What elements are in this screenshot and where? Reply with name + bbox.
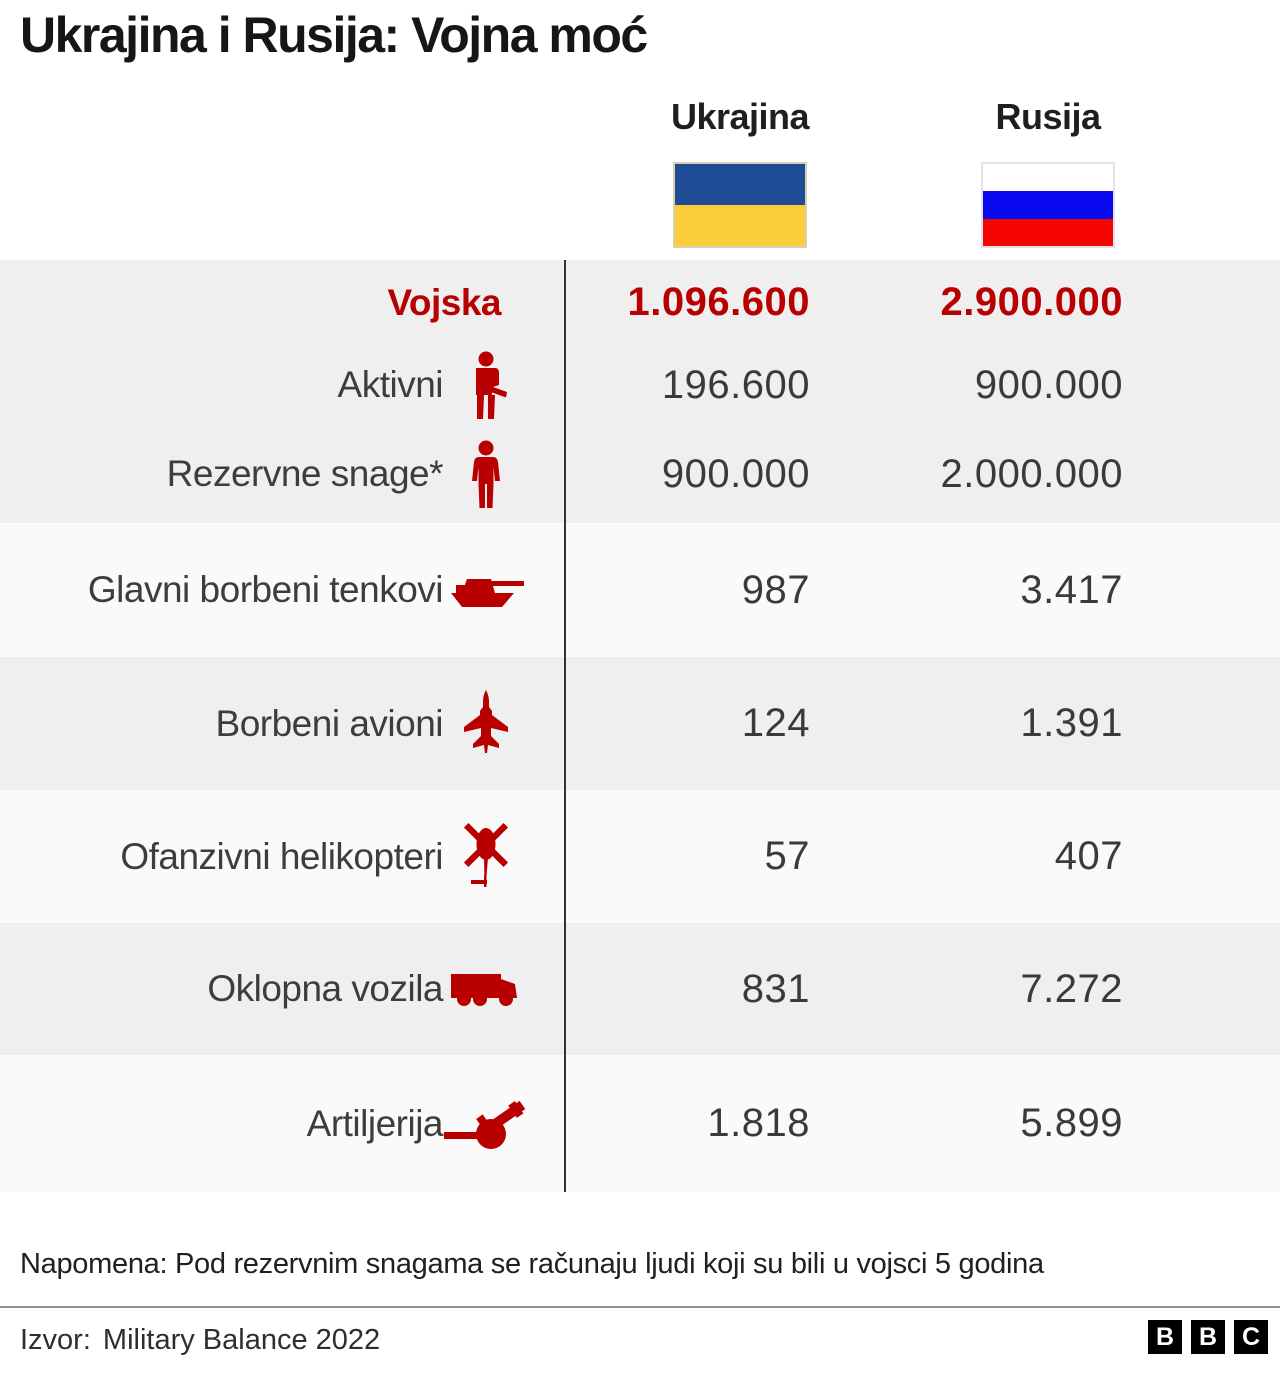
table-row — [0, 345, 1280, 425]
footer-divider-line — [0, 1306, 1280, 1308]
ukraine-flag-blue-stripe — [675, 164, 805, 205]
russia-value: 3.417 — [1020, 567, 1123, 612]
ukraine-value: 987 — [741, 567, 810, 612]
russia-value: 5.899 — [1020, 1101, 1123, 1145]
table-row — [0, 1055, 1280, 1192]
source-line — [20, 1324, 380, 1357]
data-table — [0, 260, 1280, 1192]
helicopter-icon — [443, 818, 529, 896]
row-label: Ofanzivni helikopteri — [120, 835, 443, 877]
row-label-cell — [0, 351, 565, 419]
ukraine-flag — [673, 162, 807, 248]
russia-value: 2.900.000 — [940, 280, 1123, 324]
ukraine-value: 57 — [764, 834, 810, 878]
ukraine-value: 196.600 — [661, 362, 810, 407]
russia-value: 1.391 — [1020, 701, 1123, 745]
row-label: Glavni borbeni tenkovi — [87, 569, 443, 610]
fighter-jet-icon — [443, 690, 529, 758]
artillery-icon — [443, 1096, 529, 1152]
row-label-cell — [0, 690, 565, 758]
table-row — [0, 523, 1280, 657]
ukraine-value: 124 — [741, 701, 810, 745]
ukraine-flag-yellow-stripe — [675, 205, 805, 246]
russia-value: 900.000 — [974, 362, 1123, 407]
column-header-russia — [908, 96, 1188, 248]
page-title: Ukrajina i Rusija: Vojna moć — [20, 7, 647, 63]
source-text: Military Balance 2022 — [102, 1324, 381, 1356]
russia-flag — [981, 162, 1115, 248]
table-row — [0, 260, 1280, 345]
tank-icon — [443, 572, 529, 608]
bbc-logo-letter: B — [1148, 1320, 1182, 1354]
row-label-cell — [0, 968, 565, 1010]
bbc-logo-letter: C — [1234, 1320, 1268, 1354]
row-label-cell — [0, 818, 565, 896]
bbc-logo — [1148, 1320, 1268, 1354]
russia-value: 407 — [1054, 834, 1123, 878]
row-label: Vojska — [387, 281, 501, 323]
ukraine-value: 1.096.600 — [627, 280, 810, 324]
row-label: Rezervne snage* — [166, 453, 443, 494]
armored-vehicle-icon — [443, 970, 529, 1008]
source-label: Izvor: — [20, 1324, 91, 1356]
russia-flag-white-stripe — [983, 164, 1113, 191]
table-row — [0, 790, 1280, 923]
row-label-cell — [0, 282, 565, 324]
column-divider-line — [564, 260, 566, 1192]
russia-value: 7.272 — [1020, 966, 1123, 1011]
row-label-cell — [0, 569, 565, 611]
row-label: Artiljerija — [306, 1102, 443, 1144]
ukraine-value: 900.000 — [661, 451, 810, 496]
russia-value: 2.000.000 — [940, 451, 1123, 496]
bbc-logo-letter: B — [1191, 1320, 1225, 1354]
russia-flag-blue-stripe — [983, 191, 1113, 218]
row-label-cell — [0, 440, 565, 508]
note-text: Napomena: Pod rezervnim snagama se računaju ljudi koji su bili u vojsci 5 godina — [20, 1248, 1044, 1280]
soldier-icon — [443, 351, 529, 419]
row-label: Borbeni avioni — [215, 702, 443, 744]
row-label: Oklopna vozila — [207, 968, 443, 1009]
table-row — [0, 425, 1280, 523]
table-row — [0, 657, 1280, 790]
row-label-cell — [0, 1096, 565, 1152]
ukraine-column-label: Ukrajina — [670, 96, 810, 137]
russia-column-label: Rusija — [995, 96, 1101, 137]
column-header-ukraine — [600, 96, 880, 248]
reserve-person-icon — [443, 440, 529, 508]
ukraine-value: 831 — [741, 966, 810, 1011]
row-label: Aktivni — [337, 364, 443, 405]
russia-flag-red-stripe — [983, 219, 1113, 246]
table-row — [0, 923, 1280, 1055]
ukraine-value: 1.818 — [707, 1101, 810, 1145]
